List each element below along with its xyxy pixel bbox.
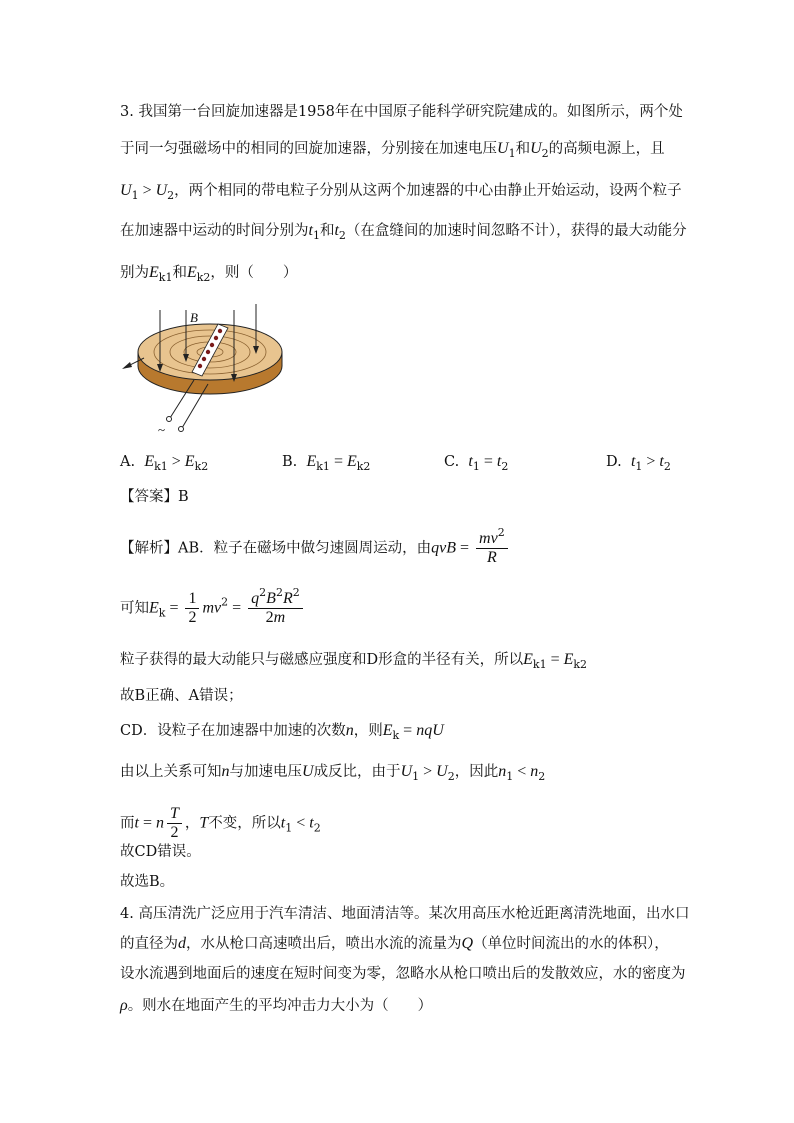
field-label-b: B [190, 310, 198, 325]
analysis-line-5: CD．设粒子在加速器中加速的次数n，则$E_k$ = nqU [120, 722, 444, 742]
q3-line-5: 别为$E_{k1}$和$E_{k2}$，则（ ） [120, 264, 298, 284]
ac-source-label: ~ [158, 422, 166, 437]
cyclotron-figure [110, 296, 290, 438]
analysis-line-9: 故选B。 [120, 874, 175, 890]
q3-number: 3. [120, 104, 134, 120]
option-d[interactable]: D. $t_1 > t_2$ [606, 453, 671, 473]
analysis-line-4: 故B正确、A错误； [120, 688, 243, 704]
q4-line-1: 4. 高压清洗广泛应用于汽车清洁、地面清洁等。某次用高压水枪近距离清洗地面，出水口 [120, 906, 690, 922]
q3-line-2: 于同一匀强磁场中的相同的回旋加速器，分别接在加速电压$U_1$和$U_2$的高频电源上，且 [120, 140, 665, 160]
analysis-line-6: 由以上关系可知n与加速电压U成反比，由于$U_1 > U_2$，因此$n_1 < n_2$ [120, 763, 546, 783]
q3-line-3: $U_1 > U_2$，两个相同的带电粒子分别从这两个加速器的中心由静止开始运动，设两个粒子 [120, 182, 682, 202]
option-b[interactable]: B. $E_{k1} = E_{k2}$ [282, 453, 371, 473]
q3-line-1: 3. 我国第一台回旋加速器是1958年在中国原子能科学研究院建成的。如图所示，两个处 [120, 104, 683, 120]
analysis-line-2: 可知$E_k$ = $\frac{1}{2}$ $mv^2$ = $\frac{q^2B^2R^2}{2m}$ [120, 590, 306, 627]
q3-line-4: 在加速器中运动的时间分别为$t_1$和$t_2$（在盒缝间的加速时间忽略不计），获得的最大动能分 [120, 222, 687, 242]
option-a[interactable]: A. $E_{k1} > E_{k2}$ [120, 453, 209, 473]
analysis-line-3: 粒子获得的最大动能只与磁感应强度和D形盒的半径有关，所以$E_{k1} = E_{k2}$ [120, 651, 588, 671]
analysis-line-7: 而t = n $\frac{T}{2}$ ，T不变，所以$t_1 < t_2$ [120, 805, 321, 841]
analysis-line-8: 故CD错误。 [120, 844, 201, 860]
answer-line: 【答案】B [120, 489, 189, 505]
q4-number: 4. [120, 906, 134, 922]
option-c[interactable]: C. $t_1 = t_2$ [444, 453, 509, 473]
q4-line-4: ρ。则水在地面产生的平均冲击力大小为（ ） [120, 997, 433, 1014]
analysis-line-1: 【解析】AB．粒子在磁场中做匀速圆周运动，由qvB = $\frac{mv^2}{R}$ [120, 530, 511, 567]
q4-line-2: 的直径为d，水从枪口高速喷出后，喷出水流的流量为Q（单位时间流出的水的体积）， [120, 935, 669, 952]
q4-line-3: 设水流遇到地面后的速度在短时间变为零，忽略水从枪口喷出后的发散效应，水的密度为 [120, 966, 686, 982]
